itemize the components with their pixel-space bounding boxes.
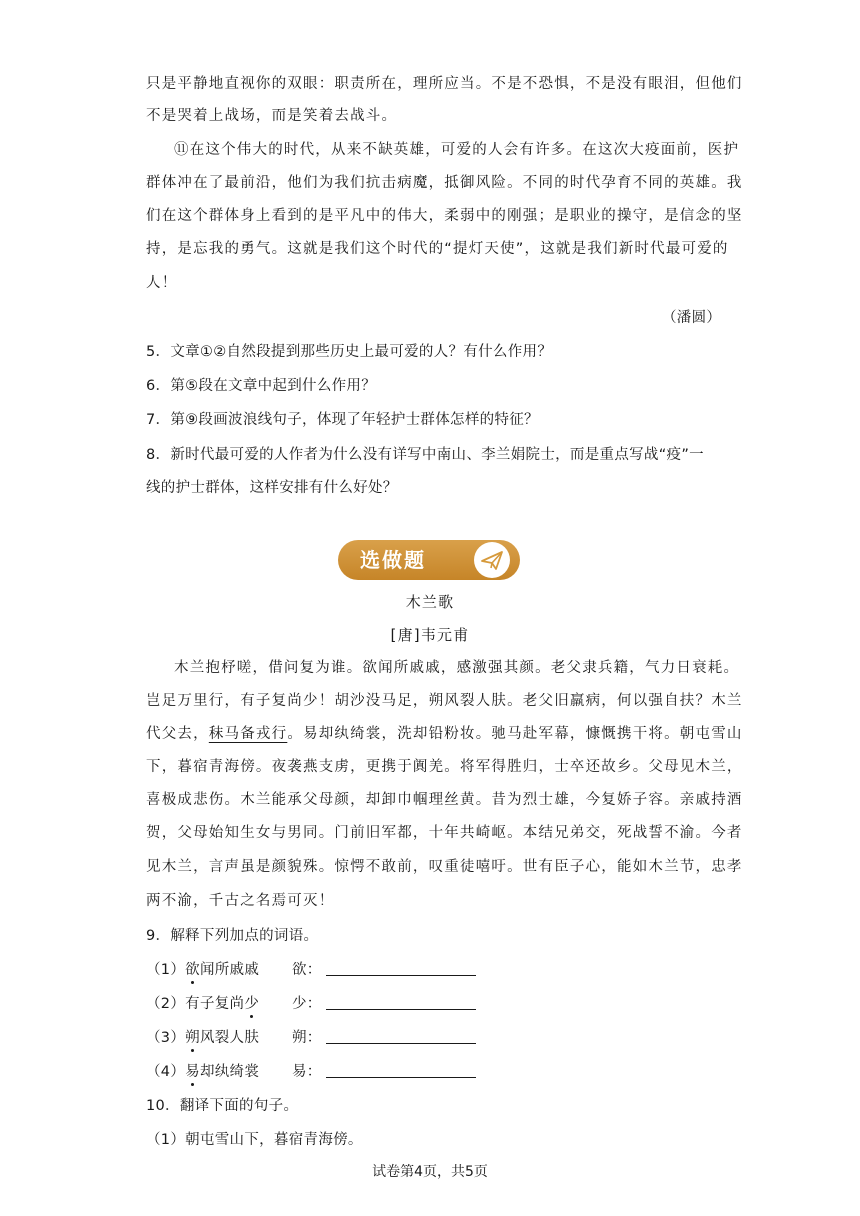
item-number: （1） <box>146 962 186 978</box>
question-9-answer-2 <box>292 994 476 1014</box>
passage-line-6: 持，是忘我的勇气。这就是我们这个时代的“提灯天使”，这就是我们新时代最可爱的 <box>146 241 729 257</box>
passage-line-5: 们在这个群体身上看到的是平凡中的伟大，柔弱中的刚强；是职业的操守，是信念的坚 <box>146 208 743 224</box>
passage-line-3: ⑪在这个伟大的时代，从来不缺英雄，可爱的人会有许多。在这次大疫面前，医护 <box>174 142 740 158</box>
poem-line-5: 喜极成悲伤。木兰能承父母颜，却卸巾帼理丝黄。昔为烈士雄，今复娇子容。亲戚持酒 <box>146 792 743 808</box>
question-9-item-3 <box>146 1028 259 1048</box>
answer-label: 朔： <box>292 1030 322 1046</box>
question-9-item-1 <box>146 960 259 980</box>
question-9-answer-1 <box>292 960 476 980</box>
item-number: （2） <box>146 996 186 1012</box>
answer-label: 易： <box>292 1064 322 1080</box>
question-6: 6．第⑤段在文章中起到什么作用？ <box>146 378 377 394</box>
poem-line-6: 贺，父母始知生女与男同。门前旧军都，十年共崎岖。本结兄弟交，死战誓不渝。今者 <box>146 825 743 841</box>
item-text-post: 却纨绮裳 <box>199 1064 260 1080</box>
poem-line-3-suffix: 。易却纨绮裳，洗却铅粉妆。驰马赴军幕，慷慨携干将。朝屯雪山 <box>287 726 743 742</box>
answer-blank-1[interactable] <box>326 961 476 976</box>
question-9-item-2 <box>146 994 259 1014</box>
dotted-char: 易 <box>185 1064 200 1080</box>
question-9-answer-4 <box>292 1062 476 1082</box>
poem-line-7: 见木兰，言声虽是颜貌殊。惊愕不敢前，叹重徒嘻吁。世有臣子心，能如木兰节，忠孝 <box>146 859 743 875</box>
poem-line-4: 下，暮宿青海傍。夜袭燕支虏，更携于阗羌。将军得胜归，士卒还故乡。父母见木兰， <box>146 759 743 775</box>
answer-label: 欲： <box>292 962 322 978</box>
question-9-answer-3 <box>292 1028 476 1048</box>
banner-label: 选做题 <box>360 548 426 572</box>
item-number: （4） <box>146 1064 186 1080</box>
question-8-line-2: 线的护士群体，这样安排有什么好处？ <box>146 480 398 496</box>
passage-line-4: 群体冲在了最前沿，他们为我们抗击病魔，抵御风险。不同的时代孕育不同的英雄。我 <box>146 175 743 191</box>
item-number: （3） <box>146 1030 186 1046</box>
page-footer: 试卷第4页，共5页 <box>372 1164 488 1180</box>
poem-author: [唐]韦元甫 <box>390 626 470 644</box>
question-9-item-4 <box>146 1062 259 1082</box>
poem-line-3 <box>146 724 743 744</box>
answer-blank-2[interactable] <box>326 995 476 1010</box>
optional-section-banner <box>338 540 520 580</box>
question-10-prompt: 10．翻译下面的句子。 <box>146 1098 299 1114</box>
passage-line-2: 不是哭着上战场，而是笑着去战斗。 <box>146 108 398 124</box>
dotted-char: 朔 <box>185 1030 200 1046</box>
question-7: 7．第⑨段画波浪线句子，体现了年轻护士群体怎样的特征？ <box>146 412 539 428</box>
poem-line-3-prefix: 代父去， <box>146 726 209 742</box>
passage-line-7: 人！ <box>146 275 178 291</box>
passage-author: （潘圆） <box>662 310 722 326</box>
item-text-post: 闻所戚戚 <box>199 962 260 978</box>
poem-title: 木兰歌 <box>405 593 455 611</box>
answer-blank-4[interactable] <box>326 1063 476 1078</box>
poem-line-1: 木兰抱杼嗟，借问复为谁。欲闻所戚戚，感激强其颜。老父隶兵籍，气力日衰耗。 <box>174 660 740 676</box>
question-10-item-1: （1）朝屯雪山下，暮宿青海傍。 <box>146 1132 363 1148</box>
paper-plane-icon <box>474 542 510 578</box>
underlined-phrase: 秣马备戎行 <box>208 726 288 742</box>
passage-line-1: 只是平静地直视你的双眼：职责所在，理所应当。不是不恐惧，不是没有眼泪，但他们 <box>146 76 743 92</box>
question-9-prompt: 9．解释下列加点的词语。 <box>146 928 319 944</box>
question-8-line-1: 8．新时代最可爱的人作者为什么没有详写中南山、李兰娟院士，而是重点写战“疫”一 <box>146 447 704 463</box>
dotted-char: 欲 <box>185 962 200 978</box>
dotted-char: 少 <box>244 996 260 1012</box>
item-text-pre: 有子复尚 <box>185 996 245 1012</box>
item-text-post: 风裂人肤 <box>199 1030 260 1046</box>
answer-label: 少： <box>292 996 322 1012</box>
answer-blank-3[interactable] <box>326 1029 476 1044</box>
poem-line-8: 两不渝，千古之名焉可灭！ <box>146 893 335 909</box>
poem-line-2: 岂足万里行，有子复尚少！胡沙没马足，朔风裂人肤。老父旧羸病，何以强自扶？木兰 <box>146 693 743 709</box>
question-5: 5．文章①②自然段提到那些历史上最可爱的人？有什么作用？ <box>146 344 553 360</box>
